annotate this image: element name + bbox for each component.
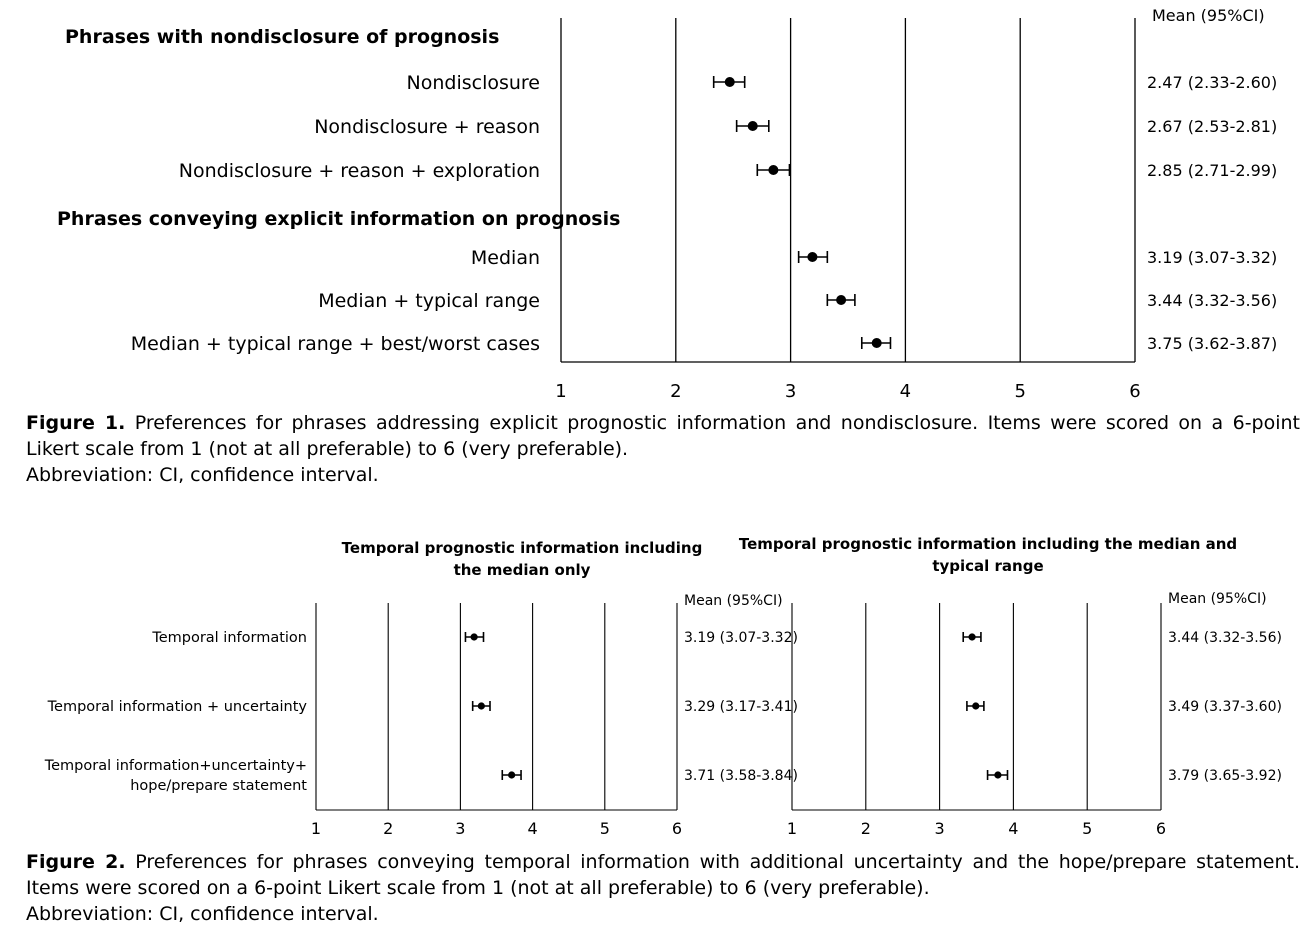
column-header-mean-ci: Mean (95%CI) (1152, 6, 1265, 25)
panel-x-tick-label: 5 (599, 819, 610, 838)
row-label: Median (470, 247, 540, 269)
figure-1-caption-label: Figure 1. (26, 412, 126, 434)
row-mean-ci-value: 3.44 (3.32-3.56) (1147, 291, 1278, 310)
x-tick-label: 2 (670, 381, 682, 402)
x-tick-label: 6 (1129, 381, 1141, 402)
panel-x-tick-label: 6 (1155, 819, 1167, 838)
row-label: Median + typical range + best/worst cases (130, 333, 540, 355)
row-mean-ci-value: 3.75 (3.62-3.87) (1147, 334, 1278, 353)
panel-1-row-mean-point (471, 633, 478, 640)
row-mean-ci-value: 2.47 (2.33-2.60) (1147, 73, 1278, 92)
x-tick-label: 1 (555, 381, 567, 402)
figure-1-caption-text: Preferences for phrases addressing explicit prognostic information and nondisclosure. Items were scored on a 6-point Likert scale from 1 (not at all preferable) to 6 (very preferable). (26, 412, 1301, 460)
panel-row-mean-ci-value: 3.71 (3.58-3.84) (684, 768, 798, 784)
row-label: Nondisclosure (406, 72, 540, 94)
panel-x-tick-label: 4 (527, 819, 538, 838)
row-label: Temporal information + uncertainty (47, 699, 307, 715)
x-tick-label: 3 (784, 381, 797, 402)
figure-2-caption (26, 849, 1300, 901)
panel-x-tick-label: 5 (1082, 819, 1093, 838)
panel-1-row-mean-point (508, 771, 515, 778)
panel-1-row-mean-point (478, 702, 485, 709)
panel-2-row-mean-point (972, 702, 979, 709)
panel-title-line: Temporal prognostic information including (341, 539, 703, 557)
x-tick-label: 4 (899, 381, 912, 402)
figure-1-caption (26, 410, 1300, 462)
row-label: hope/prepare statement (130, 778, 307, 794)
row-label: Median + typical range (318, 290, 540, 312)
panel-x-tick-label: 1 (786, 819, 798, 838)
panel-x-tick-label: 3 (455, 819, 466, 838)
panel-column-header-mean-ci: Mean (95%CI) (684, 593, 783, 609)
panel-x-tick-label: 2 (860, 819, 871, 838)
panel-row-mean-ci-value: 3.29 (3.17-3.41) (684, 699, 798, 715)
row-label: Nondisclosure + reason + exploration (178, 160, 540, 182)
panel-x-tick-label: 3 (934, 819, 945, 838)
panel-x-tick-label: 4 (1008, 819, 1019, 838)
panel-x-tick-label: 6 (671, 819, 683, 838)
figure-2-caption-text: Preferences for phrases conveying temporal information with additional uncertainty and the hope/prepare statement. Items were scored on a 6-point Likert scale from 1 (not at all preferable) to 6 (very preferable). (26, 851, 1301, 899)
panel-x-tick-label: 1 (310, 819, 322, 838)
panel-title-line: Temporal prognostic information including the median and (738, 535, 1238, 553)
group-heading: Phrases conveying explicit information on prognosis (57, 208, 621, 230)
panel-row-mean-ci-value: 3.19 (3.07-3.32) (684, 630, 798, 646)
panel-title-line: the median only (453, 561, 591, 579)
row-label: Nondisclosure + reason (314, 116, 540, 138)
group-heading: Phrases with nondisclosure of prognosis (65, 26, 500, 48)
row-mean-ci-value: 2.85 (2.71-2.99) (1147, 161, 1278, 180)
panel-row-mean-ci-value: 3.79 (3.65-3.92) (1168, 768, 1282, 784)
row-label: Temporal information (152, 630, 307, 646)
panel-column-header-mean-ci: Mean (95%CI) (1168, 591, 1267, 607)
row-label: Temporal information+uncertainty+ (44, 758, 307, 774)
figure-1-abbreviation: Abbreviation: CI, confidence interval. (26, 464, 379, 486)
panel-x-tick-label: 2 (383, 819, 394, 838)
row-mean-ci-value: 2.67 (2.53-2.81) (1147, 117, 1278, 136)
x-tick-label: 5 (1014, 381, 1026, 402)
panel-2-row-mean-point (968, 633, 975, 640)
panel-2-row-mean-point (994, 771, 1001, 778)
panel-row-mean-ci-value: 3.44 (3.32-3.56) (1168, 630, 1282, 646)
figure-2-caption-label: Figure 2. (26, 851, 126, 873)
panel-title-line: typical range (932, 557, 1044, 575)
figure-2-abbreviation: Abbreviation: CI, confidence interval. (26, 903, 379, 925)
panel-row-mean-ci-value: 3.49 (3.37-3.60) (1168, 699, 1282, 715)
row-mean-ci-value: 3.19 (3.07-3.32) (1147, 248, 1278, 267)
